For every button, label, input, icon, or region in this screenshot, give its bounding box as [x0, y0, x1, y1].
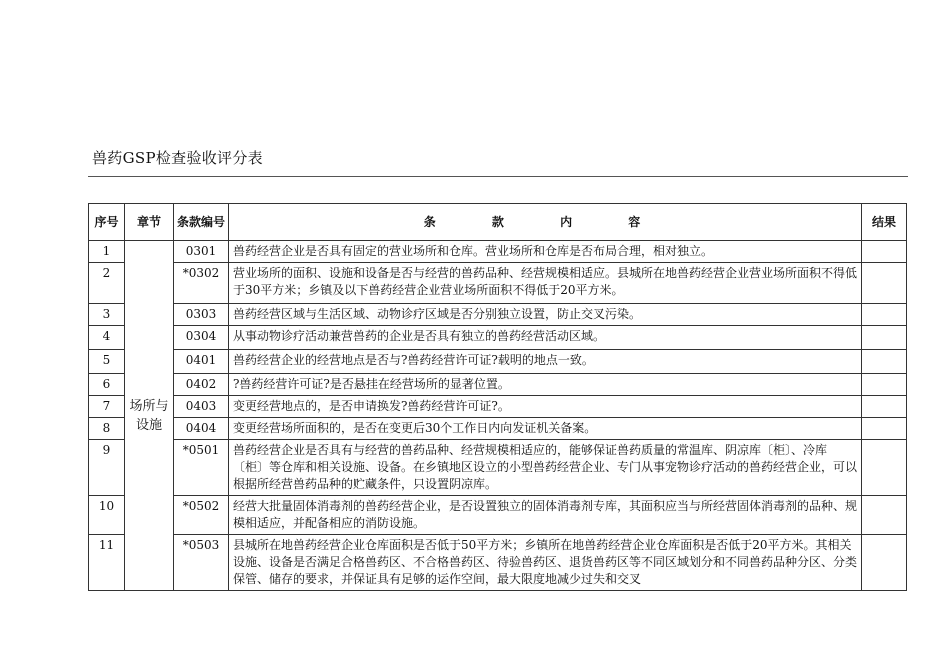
- row-result[interactable]: [862, 396, 907, 418]
- table-row: [89, 535, 907, 591]
- row-result[interactable]: [862, 326, 907, 350]
- header-code: 条款编号: [174, 204, 229, 241]
- row-result[interactable]: [862, 440, 907, 496]
- row-result[interactable]: [862, 535, 907, 591]
- row-seq: 10: [89, 496, 125, 535]
- table-row: [89, 350, 907, 374]
- table-row: [89, 304, 907, 326]
- row-seq: 8: [89, 418, 125, 440]
- row-result[interactable]: [862, 304, 907, 326]
- row-code: 0303: [174, 304, 229, 326]
- row-code: *0502: [174, 496, 229, 535]
- row-content: 经营大批量固体消毒剂的兽药经营企业，是否设置独立的固体消毒剂专库，其面积应当与所经营固体消毒剂的品种、规模相适应，并配备相应的消防设施。: [229, 496, 862, 535]
- row-content-text: 县城所在地兽药经营企业仓库面积是否低于50平方米；乡镇所在地兽药经营企业仓库面积是否低于20平方米。其相关设施、设备是否满足合格兽药区、不合格兽药区、待验兽药区、退货兽药区等不同区域划分和不同兽药品种分区、分类保管、储存的要求，并保证具有足够的运作空间，最大限度地减少过失和交叉: [233, 538, 857, 586]
- table-header-row: [89, 204, 907, 241]
- row-content: 兽药经营企业是否具有固定的营业场所和仓库。营业场所和仓库是否布局合理，相对独立。: [229, 241, 862, 263]
- row-content: 变更经营地点的，是否申请换发?兽药经营许可证?。: [229, 396, 862, 418]
- table-row: [89, 496, 907, 535]
- row-seq: 6: [89, 374, 125, 396]
- row-content: [229, 535, 862, 591]
- table-row: [89, 396, 907, 418]
- row-result[interactable]: [862, 496, 907, 535]
- row-code: *0302: [174, 263, 229, 304]
- row-seq: 7: [89, 396, 125, 418]
- table-row: [89, 374, 907, 396]
- row-seq: 2: [89, 263, 125, 304]
- row-content: 兽药经营企业是否具有与经营的兽药品种、经营规模相适应的，能够保证兽药质量的常温库、阴凉库〔柜〕、冷库〔柜〕等仓库和相关设施、设备。在乡镇地区设立的小型兽药经营企业、专门从事宠物诊疗活动的兽药经营企业，可以根据所经营兽药品种的贮藏条件，只设置阴凉库。: [229, 440, 862, 496]
- row-seq: 1: [89, 241, 125, 263]
- header-content: 条 款 内 容: [229, 204, 862, 241]
- row-content: 兽药经营企业的经营地点是否与?兽药经营许可证?载明的地点一致。: [229, 350, 862, 374]
- table-row: [89, 241, 907, 263]
- row-content: 从事动物诊疗活动兼营兽药的企业是否具有独立的兽药经营活动区域。: [229, 326, 862, 350]
- row-seq: 4: [89, 326, 125, 350]
- row-seq: 3: [89, 304, 125, 326]
- row-seq: 11: [89, 535, 125, 591]
- row-content: 变更经营场所面积的，是否在变更后30个工作日内向发证机关备案。: [229, 418, 862, 440]
- row-content: 兽药经营区域与生活区域、动物诊疗区域是否分别独立设置，防止交叉污染。: [229, 304, 862, 326]
- header-chapter: 章节: [125, 204, 174, 241]
- row-seq: 9: [89, 440, 125, 496]
- header-result: 结果: [862, 204, 907, 241]
- row-result[interactable]: [862, 241, 907, 263]
- row-code: 0404: [174, 418, 229, 440]
- row-result[interactable]: [862, 350, 907, 374]
- row-code: 0301: [174, 241, 229, 263]
- row-code: *0503: [174, 535, 229, 591]
- table-row: [89, 440, 907, 496]
- row-seq: 5: [89, 350, 125, 374]
- score-table: [88, 203, 907, 591]
- row-code: 0403: [174, 396, 229, 418]
- row-content: 营业场所的面积、设施和设备是否与经营的兽药品种、经营规模相适应。县城所在地兽药经营企业营业场所面积不得低于30平方米；乡镇及以下兽药经营企业营业场所面积不得低于20平方米。: [229, 263, 862, 304]
- row-result[interactable]: [862, 263, 907, 304]
- header-seq: 序号: [89, 204, 125, 241]
- row-code: 0401: [174, 350, 229, 374]
- row-result[interactable]: [862, 418, 907, 440]
- title-divider: [88, 176, 908, 177]
- table-row: [89, 418, 907, 440]
- chapter-cell: 场所与设施: [125, 241, 174, 591]
- row-result[interactable]: [862, 374, 907, 396]
- row-code: 0402: [174, 374, 229, 396]
- row-content: ?兽药经营许可证?是否悬挂在经营场所的显著位置。: [229, 374, 862, 396]
- document-title: 兽药GSP检查验收评分表: [92, 149, 263, 167]
- row-code: *0501: [174, 440, 229, 496]
- table-row: [89, 263, 907, 304]
- row-code: 0304: [174, 326, 229, 350]
- table-row: [89, 326, 907, 350]
